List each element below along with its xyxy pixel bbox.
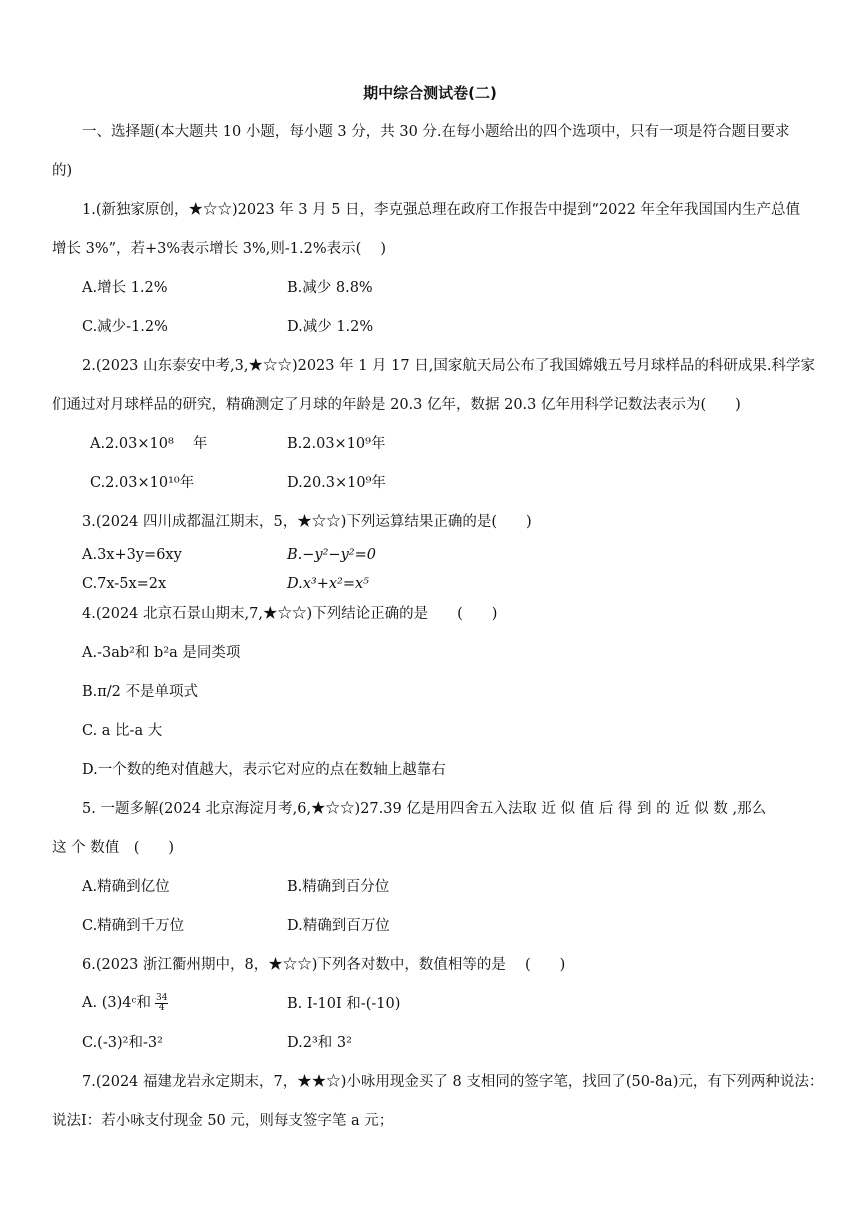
question-6-option-b: B. I-10I 和-(-10) [287,996,401,1012]
question-2-option-d: D.20.3×10⁹年 [287,475,386,491]
question-6-option-c: C.(-3)²和-3² [82,1035,163,1051]
question-2-option-b: B.2.03×10⁹年 [287,436,386,452]
fraction-denominator: 4 [158,1002,165,1013]
question-7-line-1: 7.(2024 福建龙岩永定期末，7，★★☆)小咏用现金买了 8 支相同的签字笔，找回了(50-8a)元，有下列两种说法： [82,1074,824,1090]
question-1-line-1: 1.(新独家原创，★☆☆)2023 年 3 月 5 日，李克强总理在政府工作报告中提到“2022 年全年我国国内生产总值 [82,202,800,218]
question-5-line-1: 5. 一题多解(2024 北京海淀月考,6,★☆☆)27.39 亿是用四舍五入法取 近 似 值 后 得 到 的 近 似 数 ,那么 [82,801,767,817]
question-6-line-1: 6.(2023 浙江衢州期中，8，★☆☆)下列各对数中，数值相等的是 ( ) [82,957,566,973]
question-4-option-b: B.π/2 不是单项式 [82,684,199,700]
question-2-line-1: 2.(2023 山东泰安中考,3,★☆☆)2023 年 1 月 17 日,国家航天局公布了我国嫦娥五号月球样品的科研成果.科学家 [82,358,815,374]
question-6-option-d: D.2³和 3² [287,1035,352,1051]
question-3-option-d: D.x³+x²=x⁵ [287,576,369,592]
question-1-option-d: D.减少 1.2% [287,319,374,335]
question-4-option-c: C. a 比-a 大 [82,723,163,739]
question-3-option-b: B.−y²−y²=0 [287,547,376,563]
question-4-option-d: D.一个数的绝对值越大，表示它对应的点在数轴上越靠右 [82,762,446,778]
question-1-option-b: B.减少 8.8% [287,280,373,296]
question-2-option-c: C.2.03×10¹⁰年 [90,475,195,491]
question-5-option-c: C.精确到千万位 [82,918,185,934]
page-title: 期中综合测试卷(二) [363,84,497,102]
section-instructions-line-2: 的) [52,163,73,179]
question-4-option-a: A.-3ab²和 b²a 是同类项 [82,645,241,661]
question-1-option-c: C.减少-1.2% [82,319,168,335]
section-instructions-line-1: 一、选择题(本大题共 10 小题，每小题 3 分，共 30 分.在每小题给出的四个选项中，只有一项是符合题目要求 [82,124,790,140]
question-5-option-a: A.精确到亿位 [82,879,170,895]
fraction-numerator: 34 [155,992,168,1003]
question-5-option-d: D.精确到百万位 [287,918,390,934]
question-3-option-c: C.7x-5x=2x [82,576,167,592]
question-5-line-2: 这 个 数值 ( ) [52,840,175,856]
question-2-option-a: A.2.03×10⁸ 年 [90,436,208,452]
question-6-option-a-fraction [155,994,168,1013]
question-7-line-2: 说法Ⅰ：若小咏支付现金 50 元，则每支签字笔 a 元； [52,1113,394,1129]
question-6-option-a-text: A. (3)4ᶜ和 [82,995,151,1011]
question-6-option-a [82,993,168,1013]
question-3-option-a: A.3x+3y=6xy [82,547,182,563]
question-3-line-1: 3.(2024 四川成都温江期末，5，★☆☆)下列运算结果正确的是( ) [82,514,532,530]
question-2-line-2: 们通过对月球样品的研究，精确测定了月球的年龄是 20.3 亿年，数据 20.3 亿年用科学记数法表示为( ) [52,397,741,413]
question-1-option-a: A.增长 1.2% [82,280,168,296]
question-1-line-2: 增长 3%”，若+3%表示增长 3%,则-1.2%表示( ) [52,241,387,257]
question-5-option-b: B.精确到百分位 [287,879,390,895]
question-4-line-1: 4.(2024 北京石景山期末,7,★☆☆)下列结论正确的是 ( ) [82,606,498,622]
